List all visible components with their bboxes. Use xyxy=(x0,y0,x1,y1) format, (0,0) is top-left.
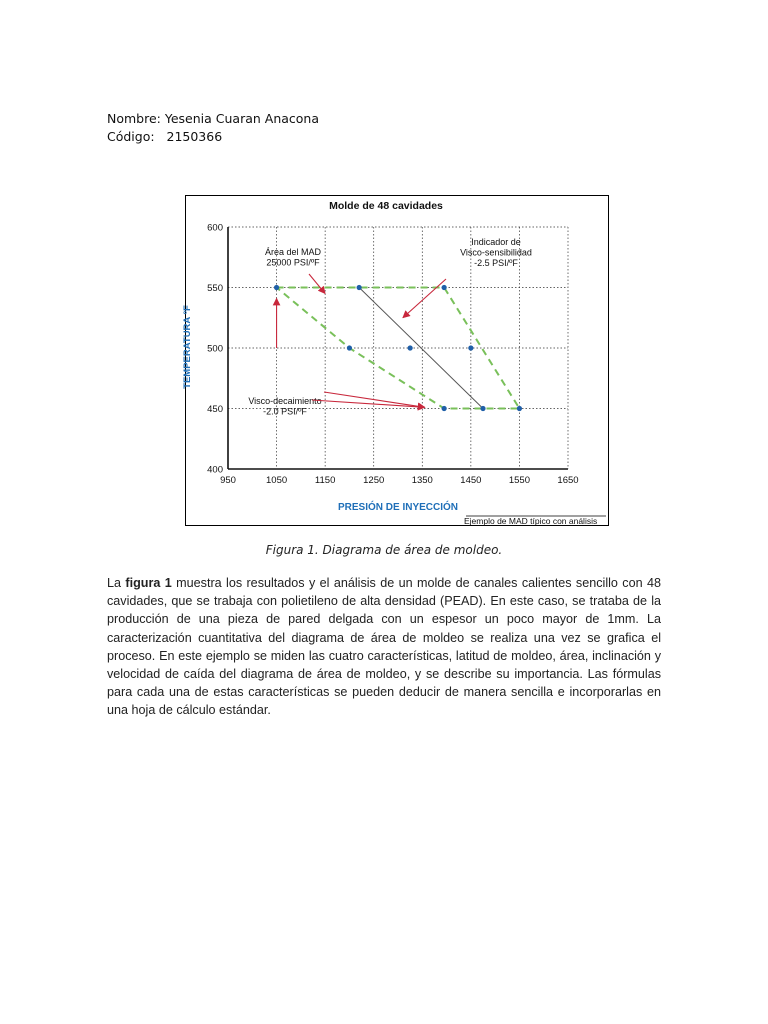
data-point xyxy=(347,345,352,350)
annotation-visco-sensitivity: Indicador de xyxy=(471,237,521,247)
x-tick-label: 1150 xyxy=(314,475,336,486)
data-point xyxy=(408,345,413,350)
chart-title: Molde de 48 cavidades xyxy=(329,200,443,212)
student-header xyxy=(107,110,319,146)
annotation-visco-sensitivity: Visco-sensibilidad xyxy=(460,247,532,258)
x-tick-label: 1050 xyxy=(266,475,288,486)
arrow-visco-sensitivity xyxy=(403,279,446,318)
mad-figure xyxy=(182,195,609,526)
paragraph-lead: La xyxy=(107,576,126,590)
code-value: 2150366 xyxy=(166,129,223,144)
figure-footer-note: Ejemplo de MAD típico con análisis xyxy=(464,516,598,526)
name-label: Nombre: xyxy=(107,111,161,126)
y-axis-title: TEMPERATURA ºF xyxy=(182,305,193,389)
x-tick-label: 1350 xyxy=(411,475,433,486)
data-point xyxy=(442,406,447,411)
annotation-mad-area: Área del MAD xyxy=(264,247,322,257)
name-value: Yesenia Cuaran Anacona xyxy=(164,111,320,126)
arrow-mad-area xyxy=(309,274,325,294)
visco-sensitivity-line xyxy=(359,288,483,409)
mad-chart xyxy=(182,196,608,526)
x-tick-label: 1550 xyxy=(508,475,530,486)
data-point xyxy=(442,285,447,290)
x-axis-title: PRESIÓN DE INYECCIÓN xyxy=(337,502,459,513)
annotation-visco-decay: Visco-decaimiento xyxy=(248,396,322,406)
code-label: Código: xyxy=(107,129,155,144)
y-tick-label: 500 xyxy=(207,343,223,355)
data-point xyxy=(517,406,522,411)
figure-caption: Figura 1. Diagrama de área de moldeo. xyxy=(265,543,503,557)
annotation-mad-area: 25000 PSI/ºF xyxy=(266,257,320,268)
data-point xyxy=(480,406,485,411)
y-tick-label: 450 xyxy=(207,404,223,415)
data-point xyxy=(357,285,362,290)
paragraph-text: muestra los resultados y el análisis de un molde de canales calientes sencillo con 48 cavidades, que se trabaja con polietileno de alta densidad (PEAD). En este caso, se trataba de la producción de una pieza de pared delgada con un espesor un poco mayor de 1mm. La caracterización cuantitativa del diagrama de área de moldeo se realiza una vez se grafica el proceso. En este ejemplo se miden las cuatro características, latitud de moldeo, área, inclinación y velocidad de caída del diagrama de área de moldeo, y se describe su importancia. Las fórmulas para cada una de estas características se pueden deducir de manera sencilla e incorporarlas en una hoja de cálculo estándar. xyxy=(107,576,661,718)
y-tick-label: 600 xyxy=(207,222,223,234)
x-tick-label: 1250 xyxy=(363,475,385,486)
name-row xyxy=(107,110,319,128)
data-point xyxy=(274,285,279,290)
arrow-visco-decay-lower xyxy=(312,400,425,407)
body-paragraph xyxy=(107,574,661,720)
arrow-visco-decay xyxy=(324,392,425,407)
figure-reference: figura 1 xyxy=(125,576,172,590)
code-row xyxy=(107,128,319,146)
x-tick-label: 1450 xyxy=(460,475,482,486)
annotation-visco-sensitivity: -2.5 PSI/ºF xyxy=(474,258,518,268)
x-tick-label: 1650 xyxy=(557,475,579,486)
annotation-visco-decay: -2.0 PSI/ºF xyxy=(263,406,307,417)
y-tick-label: 400 xyxy=(207,464,223,476)
data-point xyxy=(468,345,473,350)
x-tick-label: 950 xyxy=(220,475,236,486)
y-tick-label: 550 xyxy=(207,283,223,294)
